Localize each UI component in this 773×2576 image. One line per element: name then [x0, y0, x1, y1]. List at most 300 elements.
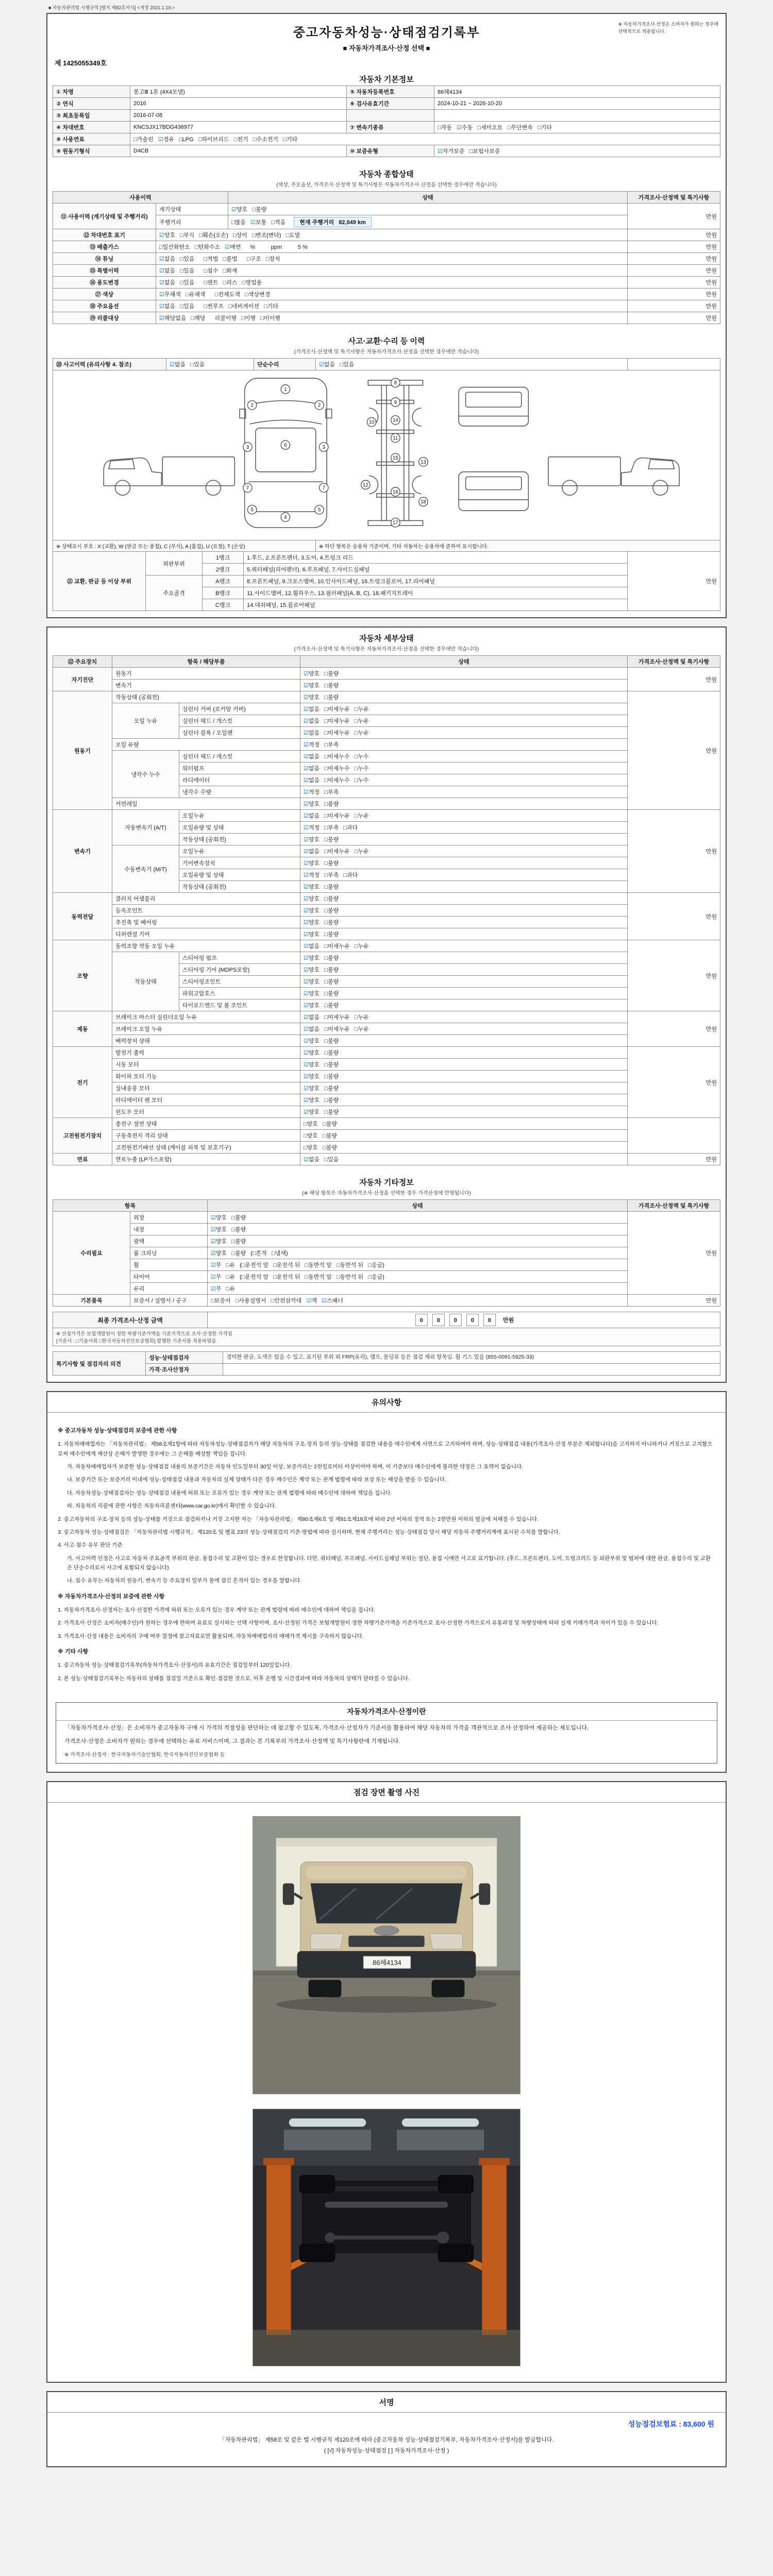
rear-view — [459, 472, 528, 511]
notice-line: 라. 자동차의 리콜에 관한 사항은 자동차리콜센터(www.car.go.kr)에서 확인할 수 있습니다. — [67, 1503, 276, 1510]
field-value: □가솔린 ☑경유 □LPG □하이브리드 □전기 □수소전기 □기타 — [130, 133, 720, 145]
notice-list — [47, 1413, 726, 1694]
checked-box: ☑ — [304, 801, 309, 807]
field-value — [434, 110, 720, 122]
c-sub: 오일누유 — [179, 810, 300, 822]
notice-title: 유의사항 — [47, 1392, 726, 1413]
c-sub: 윈도우 모터 — [112, 1106, 300, 1118]
accident-note: (가격조사·산정액 및 특기사항은 자동차가격조사·산정을 선택한 경우에만 적습니다) — [294, 349, 479, 355]
table-row — [53, 1247, 720, 1259]
table-row — [53, 952, 720, 964]
state-text: ☑없음 □미세누유 □누유 — [304, 1014, 369, 1021]
c-price: 만원 — [628, 265, 720, 277]
c-state — [300, 1059, 628, 1071]
table-row — [53, 241, 720, 253]
report-title: 중고자동차성능·상태점검기록부 — [293, 26, 480, 40]
state-text: ☑양호 □불량 — [231, 207, 267, 213]
c-state — [300, 869, 628, 881]
c-price: 만원 — [628, 940, 720, 1011]
c-state — [228, 204, 628, 215]
c-sub: 파워고압호스 — [179, 988, 300, 999]
c-price: 만원 — [628, 1154, 720, 1165]
badge: 현재 주행거리 82,049 km — [294, 217, 372, 227]
c-name: 연료 — [53, 1154, 112, 1165]
c-state — [300, 1023, 628, 1035]
table-row — [53, 1106, 720, 1118]
checked-box: ☑ — [304, 1026, 309, 1032]
c-state — [300, 834, 628, 845]
c-sub: 작동상태 (공회전) — [112, 691, 300, 703]
column-header: 항목 / 해당부품 — [112, 656, 300, 668]
inspection-photo-front — [253, 1816, 520, 2094]
c-state — [228, 215, 628, 229]
checked-box: ☑ — [211, 1262, 216, 1268]
detail-title: 자동차 세부상태 — [359, 634, 414, 643]
etc-info-table — [53, 1199, 720, 1307]
c-sub: 오일유량 및 상태 — [179, 869, 300, 881]
front-view — [459, 387, 528, 426]
state-text: ☑양호 □불량 — [211, 1215, 246, 1221]
accident-wrap — [47, 358, 726, 617]
c-group: 자동변속기 (A/T) — [112, 810, 179, 845]
table-row — [53, 1154, 720, 1165]
c-price: 만원 — [628, 668, 720, 691]
checked-box: ☑ — [304, 671, 309, 677]
state-text: ☑없음 □미세누수 □누수 — [304, 766, 369, 772]
table-row — [53, 940, 720, 952]
svg-text:4: 4 — [284, 515, 287, 521]
checked-box: ☑ — [159, 292, 164, 298]
state-text: ☑무 □유 — [211, 1286, 235, 1292]
inspector-opinion — [223, 1364, 720, 1376]
column-header: 가격조사·산정액 및 특기사항 — [628, 1200, 720, 1212]
c-state — [300, 1154, 628, 1165]
table-row — [53, 798, 720, 810]
c-state — [208, 1235, 628, 1247]
checked-box: ☑ — [304, 896, 309, 902]
notice-line: 1. 자동차가격조사·산정자는 조사·산정한 가격에 허위 또는 오류가 있는 경우 계약 또는 관계 법령에 따라 매수인에 대하여 책임을 집니다. — [58, 1607, 375, 1613]
table-row — [53, 739, 720, 751]
field-label: ⑤ 자동차등록번호 — [347, 86, 434, 98]
table-row — [53, 1312, 720, 1328]
state-text: ☑양호 □불량 — [304, 979, 339, 985]
state-text: ☑양호 □불량 — [304, 1050, 339, 1056]
field-label: ① 차명 — [53, 86, 130, 98]
checked-box: ☑ — [304, 884, 309, 890]
c-state — [208, 1283, 628, 1295]
column-header: 가격조사·산정액 및 특기사항 — [628, 192, 720, 204]
table-row — [53, 751, 720, 762]
checked-box: ☑ — [304, 1157, 309, 1163]
c-state — [156, 253, 628, 265]
c-sub: 고전원전기배선 상태 (케이블 피복 및 보호기구) — [112, 1142, 300, 1154]
state-text: □일산화탄소 □탄화수소 ☑매연 — [159, 244, 241, 250]
field-label: ⑦ 변속기종류 — [347, 122, 434, 133]
c-state — [300, 857, 628, 869]
inspector-role: 성능·상태점검자 — [146, 1352, 223, 1364]
c-sub: 클러치 어셈블리 — [112, 893, 300, 905]
table-row — [53, 1364, 720, 1376]
checked-box: ☑ — [304, 955, 309, 961]
table-row — [53, 110, 720, 122]
state-text: ☑적정 □부족 □과다 — [304, 825, 358, 831]
c-rank: B랭크 — [203, 587, 244, 599]
c-price: 만원 — [628, 312, 720, 324]
checked-box: ☑ — [225, 244, 230, 250]
svg-text:3: 3 — [322, 444, 325, 450]
table-row — [53, 122, 720, 133]
c-sub: 와이퍼 모터 기능 — [112, 1071, 300, 1082]
car-damage-diagram — [93, 372, 680, 537]
field-value: 86혜4134 — [434, 86, 720, 98]
checked-box: ☑ — [304, 813, 309, 819]
checked-box: ☑ — [250, 219, 256, 226]
checked-box: ☑ — [304, 979, 309, 985]
checked-box: ☑ — [306, 1298, 312, 1304]
c-state — [300, 715, 628, 727]
basic-info-title: 자동차 기본정보 — [359, 75, 414, 84]
c-sub: 타이로드엔드 및 볼 조인트 — [179, 999, 300, 1011]
c-sub: 디퍼렌셜 기어 — [112, 928, 300, 940]
etc-info-note: (※ 해당 항목은 자동차가격조사·산정을 선택한 경우 가격산정에 반영됩니다) — [302, 1191, 471, 1196]
c-state — [156, 300, 628, 312]
table-row — [53, 1259, 720, 1271]
state-text: ☑없음 □미세누유 □누유 — [304, 849, 369, 855]
c-state — [300, 762, 628, 774]
c-sub: 타이어 — [130, 1271, 208, 1283]
c-price: 만원 — [628, 1212, 720, 1295]
checked-box: ☑ — [211, 1239, 216, 1245]
svg-text:7: 7 — [246, 485, 249, 492]
c-state — [208, 1271, 628, 1283]
inspector-opinion: 경미한 판금, 도색은 있을 수 있고, 표기된 부위 외 FRP(유리), 램프, 몰딩류 등은 점검 제외 항목임. 휠 기스 있음 (855-0091-5925-33) — [223, 1352, 720, 1364]
state-text: ☑없음 □있음 □썬루프 □네비게이션 □기타 — [159, 303, 279, 310]
column-header: 상태 — [300, 656, 628, 668]
state-text: ☑양호 □불량 — [304, 896, 339, 902]
c-rank: 1랭크 — [203, 552, 244, 564]
photo-box — [46, 1781, 727, 2383]
comprehensive-table — [53, 191, 720, 324]
c-state — [300, 810, 628, 822]
c-state — [300, 1071, 628, 1082]
c-state — [300, 976, 628, 988]
state-text: ☑무채색 □유채색 □전체도색 □색상변경 — [159, 292, 271, 298]
table-row — [53, 1224, 720, 1235]
c-state — [156, 312, 628, 324]
c-state — [300, 691, 628, 703]
final-price-note — [53, 1328, 720, 1346]
state-text: ☑적정 □부족 — [304, 789, 339, 795]
table-row — [53, 253, 720, 265]
comprehensive-title: 자동차 종합상태 — [359, 170, 414, 179]
state-text: ☑양호 □불량 — [304, 908, 339, 914]
photo-list — [47, 1803, 726, 2382]
checked-box: ☑ — [304, 943, 309, 950]
state-text: ☑양호 □불량 — [304, 1074, 339, 1080]
c-items: 11.사이드멤버, 12.휠하우스, 13.필러패널(A, B, C), 18.패키지트레이 — [244, 587, 628, 599]
c-price: 만원 — [628, 1047, 720, 1118]
c-sub: 브레이크 오일 누유 — [112, 1023, 300, 1035]
svg-text:16: 16 — [393, 489, 398, 495]
c-sub: 스티어링 펌프 — [179, 952, 300, 964]
notice-line: ※ 중고자동차 성능·상태점검의 보증에 관한 사항 — [58, 1428, 177, 1434]
table-header-row — [53, 192, 720, 204]
table-row — [53, 810, 720, 822]
c-state — [300, 1011, 628, 1023]
state-text: ☑양호 □불량 — [304, 991, 339, 997]
c-sub: 실린더 블록 / 오일팬 — [179, 727, 300, 739]
state-text: ☑없음 □미세누유 □누유 — [304, 706, 369, 713]
table-row — [53, 265, 720, 277]
state-text: ☑양호 □불량 — [304, 955, 339, 961]
c-sub: 외장 — [130, 1212, 208, 1224]
field-label — [347, 110, 434, 122]
exchange-rank-table — [53, 551, 720, 611]
column-header: 상태 — [228, 192, 628, 204]
c-sub: 오일유량 및 상태 — [179, 822, 300, 834]
checked-box: ☑ — [304, 742, 309, 748]
c-name: ⑫ 차대번호 표기 — [53, 229, 156, 241]
table-row — [53, 1271, 720, 1283]
c-rank: 2랭크 — [203, 564, 244, 575]
c-price: 만원 — [628, 204, 720, 229]
svg-text:14: 14 — [393, 417, 398, 423]
c-state — [300, 845, 628, 857]
table-row — [53, 1035, 720, 1047]
price-digit: 0 — [449, 1314, 462, 1326]
c-sub: 작동상태 (공회전) — [179, 834, 300, 845]
svg-text:9: 9 — [394, 399, 397, 405]
table-row — [53, 359, 720, 370]
c-state — [300, 988, 628, 999]
state-text: ☑없음 □미세누유 □누유 — [304, 813, 369, 819]
field-value: ☑자가보증 □보험사보증 — [434, 145, 720, 157]
checked-box: ☑ — [304, 683, 309, 689]
notice-line: 3. 가격조사·산정 내용은 소비자의 구매 여부 결정에 참고자료로만 활용되며, 자동차매매업자의 매매가격 제시를 구속하지 않습니다. — [58, 1633, 364, 1639]
checked-box: ☑ — [211, 1250, 216, 1257]
photo-license-plate: 86혜4134 — [373, 1959, 401, 1967]
state-text: ☑양호 □불량 — [304, 671, 339, 677]
c-state — [156, 265, 628, 277]
field-label: ④ 차대번호 — [53, 122, 130, 133]
c-name: ⑬ 배출가스 — [53, 241, 156, 253]
final-note-line2: [기준서 : □기술사회 □한국자동차진단보증협회] 발행한 기준서를 적용하였음 — [56, 1338, 216, 1344]
c-sub: 커먼레일 — [112, 798, 300, 810]
detail-report-box — [46, 626, 727, 1383]
c-items: 8.프론트패널, 9.크로스멤버, 10.인사이드패널, 16.트렁크플로어, 17.리어패널 — [244, 575, 628, 587]
c-name: 제동 — [53, 1011, 112, 1047]
c-sub: 룸 크리닝 — [130, 1247, 208, 1259]
c-sub: 계기상태 — [156, 204, 228, 215]
c-state — [208, 1259, 628, 1271]
etc-info-wrap — [47, 1199, 726, 1382]
notice-line: 나. 보증기간 또는 보증거리 이내에 성능·상태점검 내용과 자동차의 실제 상태가 다른 경우 매수인은 계약 또는 관계 법령에 따라 보상 또는 배상을 받을 수 있습니다. — [67, 1477, 446, 1483]
price-digit: 0 — [432, 1314, 445, 1326]
checked-box: ☑ — [304, 920, 309, 926]
c-state — [156, 277, 628, 289]
state-text: ☑적정 □부족 — [304, 742, 339, 748]
field-label: ⑧ 사용연료 — [53, 133, 130, 145]
table-row — [53, 1328, 720, 1346]
signature-box — [46, 2391, 727, 2467]
checked-box: ☑ — [304, 991, 309, 997]
extra: 리콜이행 □이행 □미이행 — [214, 315, 280, 321]
table-row — [53, 691, 720, 703]
notice-line: 가. 자동차매매업자가 보증한 성능·상태점검 내용의 보증기간은 자동차 인도일부터 30일 이상, 보증거리는 2천킬로미터 이상이어야 하며, 이 기준보다 매수인에게 불리한 약정은 그 효력이 없습니다. — [67, 1464, 524, 1470]
svg-text:12: 12 — [363, 482, 368, 488]
checked-box: ☑ — [304, 706, 309, 713]
photo-section-title: 점검 장면 촬영 사진 — [47, 1782, 726, 1803]
c-sub: 충전구 절연 상태 — [112, 1118, 300, 1130]
table-row — [53, 680, 720, 691]
c-state — [208, 1247, 628, 1259]
c-price: 만원 — [628, 277, 720, 289]
report-subtitle: ■ 자동차가격조사·산정 선택 ■ — [343, 44, 430, 52]
c-state — [300, 1142, 628, 1154]
state-text: ☑없음 □미세누유 □누유 — [304, 1026, 369, 1032]
svg-text:8: 8 — [394, 380, 397, 386]
opinion-table — [53, 1351, 720, 1376]
table-row — [53, 1071, 720, 1082]
c-state — [300, 668, 628, 680]
checked-box: ☑ — [304, 1014, 309, 1021]
table-row — [53, 1011, 720, 1023]
checked-box: ☑ — [304, 1109, 309, 1115]
notice-line: 1. 중고자동차 성능·상태점검기록부(자동차가격조사·산정서)의 유효기간은 점검일부터 120일입니다. — [58, 1662, 292, 1669]
c-price: 만원 — [628, 691, 720, 810]
etc-info-title: 자동차 기타정보 — [359, 1178, 414, 1187]
state-text: ☑양호 □불량 — [304, 837, 339, 843]
c-sub: 구동축전지 격리 상태 — [112, 1130, 300, 1142]
signature-body — [47, 2413, 726, 2466]
c-state — [208, 1224, 628, 1235]
checked-box: ☑ — [319, 362, 324, 368]
c-name: 자기진단 — [53, 668, 112, 691]
table-row — [53, 1142, 720, 1154]
table-row — [53, 575, 720, 587]
valuation-note: ※ 가격조사·산정자 : 한국자동차기술인협회, 한국자동차진단보증협회 등 — [64, 1752, 225, 1758]
svg-text:7: 7 — [322, 485, 325, 492]
c-state — [300, 751, 628, 762]
state-text: ☑양호 □불량 — [304, 1038, 339, 1044]
c-state — [300, 703, 628, 715]
field-label: ③ 최초등록일 — [53, 110, 130, 122]
state-text: □양호 □불량 — [304, 1133, 337, 1139]
state-text: ☑양호 □불량 — [304, 694, 339, 701]
checked-box: ☑ — [304, 694, 309, 701]
c-name: 기본품목 — [53, 1295, 130, 1307]
field-value: □자동 ☑수동 □세미오토 □무단변속 □기타 — [434, 122, 720, 133]
checked-box: ☑ — [304, 1086, 309, 1092]
notice-line: 가. 사고이력 인정은 사고로 자동차 주요골격 부위의 판금, 용접수리 및 교환이 있는 경우로 한정합니다. 다만, 쿼터패널, 루프패널, 사이드실패널 부위는 절단, 용접 시에만 사고로 표기합니다. (후드, 프론트펜더, 도어, 트렁크리드 등 외판부위 및 범퍼에 대한 판금, 용접수리 및 교환은 단순수리로서 사고에 포함되지 않습니다) — [67, 1555, 711, 1571]
checked-box: ☑ — [304, 825, 309, 831]
svg-text:1: 1 — [284, 386, 287, 393]
c-rank: A랭크 — [203, 575, 244, 587]
side-view-right — [548, 457, 679, 495]
field-value: 2024-10-21 ~ 2026-10-20 — [434, 98, 720, 110]
c-name: ⑮ 특별이력 — [53, 265, 156, 277]
c-sub: 오일누유 — [179, 845, 300, 857]
notice-line: ※ 기타 사항 — [58, 1649, 89, 1655]
detail-wrap — [47, 655, 726, 1172]
c-sub: 냉각수 수량 — [179, 786, 300, 798]
document-number: 제 1425055349호 — [55, 59, 107, 67]
checked-box: ☑ — [304, 1097, 309, 1104]
checked-box: ☑ — [304, 718, 309, 724]
c-name: 조향 — [53, 940, 112, 1011]
table-row — [53, 370, 720, 540]
c-sub: 동력조향 작동 오일 누유 — [112, 940, 300, 952]
c-price: 만원 — [628, 289, 720, 300]
valuation-title: 자동차가격조사·산정이란 — [56, 1703, 717, 1721]
notice-line: 4. 사고·침수 유무 판단 기준 — [58, 1542, 123, 1549]
table-row — [53, 1059, 720, 1071]
c-name: 고전원전기장치 — [53, 1118, 112, 1154]
table-row — [53, 1047, 720, 1059]
state-text: ☑해당없음 □해당 — [159, 315, 206, 321]
c-sub: 주행거리 — [156, 215, 228, 229]
checked-box: ☑ — [304, 849, 309, 855]
c-name: ⑭ 튜닝 — [53, 253, 156, 265]
notice-line: 2. 중고자동차의 구조·장치 등의 성능·상태를 거짓으로 점검하거나 거짓 고지한 자는 「자동차관리법」 제80조제6호 및 제81조제19호에 따라 2년 이하의 징역 또는 2천만원 이하의 벌금에 처해질 수 있습니다. — [58, 1516, 539, 1522]
c-state — [300, 940, 628, 952]
svg-text:5: 5 — [250, 507, 254, 513]
c-sub: 워터펌프 — [179, 762, 300, 774]
final-price-label: 최종 가격조사·산정 금액 — [53, 1312, 208, 1328]
c-state — [300, 964, 628, 976]
table-row — [53, 1023, 720, 1035]
table-row — [53, 1118, 720, 1130]
final-price-digits — [208, 1312, 720, 1328]
checked-box: ☑ — [322, 1298, 327, 1304]
column-header: 가격조사·산정액 및 특기사항 — [628, 656, 720, 668]
truck-front-photo-illustration — [253, 1817, 520, 2094]
side-note-line2: 선택적으로 적용됩니다. — [618, 28, 666, 34]
field-value: KNCSJX17BDG436977 — [130, 122, 347, 133]
c-sub: 시동 모터 — [112, 1059, 300, 1071]
field-value: D4CB — [130, 145, 347, 157]
c-state — [300, 1035, 628, 1047]
checked-box: ☑ — [304, 967, 309, 973]
state-text: ☑없음 □있음 — [304, 1157, 339, 1163]
price-digit: 0 — [415, 1314, 428, 1326]
table-row — [53, 928, 720, 940]
column-header: ㉒ 주요장치 — [53, 656, 112, 668]
c-name: ⑯ 용도변경 — [53, 277, 156, 289]
c-state — [300, 822, 628, 834]
valuation-body: 가격조사·산정은 소비자가 원하는 경우에 선택하는 유료 서비스이며, 그 결과는 본 기록부의 가격조사·산정액 및 특기사항란에 기재됩니다. — [64, 1738, 400, 1744]
c-price: 만원 — [628, 1011, 720, 1047]
detail-table — [53, 655, 720, 1165]
svg-text:13: 13 — [421, 459, 426, 465]
opinion-label: 특기사항 및 점검자의 의견 — [53, 1352, 146, 1376]
c-sub: 스티어링조인트 — [179, 976, 300, 988]
c-state — [300, 917, 628, 928]
c-sub: 오일 유량 — [112, 739, 300, 751]
checked-box: ☑ — [304, 872, 309, 878]
c-state — [300, 999, 628, 1011]
c-sub: 추진축 및 베어링 — [112, 917, 300, 928]
insurance-fee-value: 83,600 원 — [683, 2420, 714, 2429]
state-text: ☑양호 □불량 — [304, 967, 339, 973]
checked-box: ☑ — [159, 280, 164, 286]
truck-underbody-photo-illustration — [253, 2109, 520, 2366]
checked-box: ☑ — [304, 730, 309, 736]
c-state — [300, 1130, 628, 1142]
table-row — [53, 1094, 720, 1106]
detail-note: (가격조사·산정액 및 특기사항은 자동차가격조사·산정을 선택한 경우에만 적습니다) — [294, 647, 479, 652]
svg-text:11: 11 — [393, 435, 398, 442]
